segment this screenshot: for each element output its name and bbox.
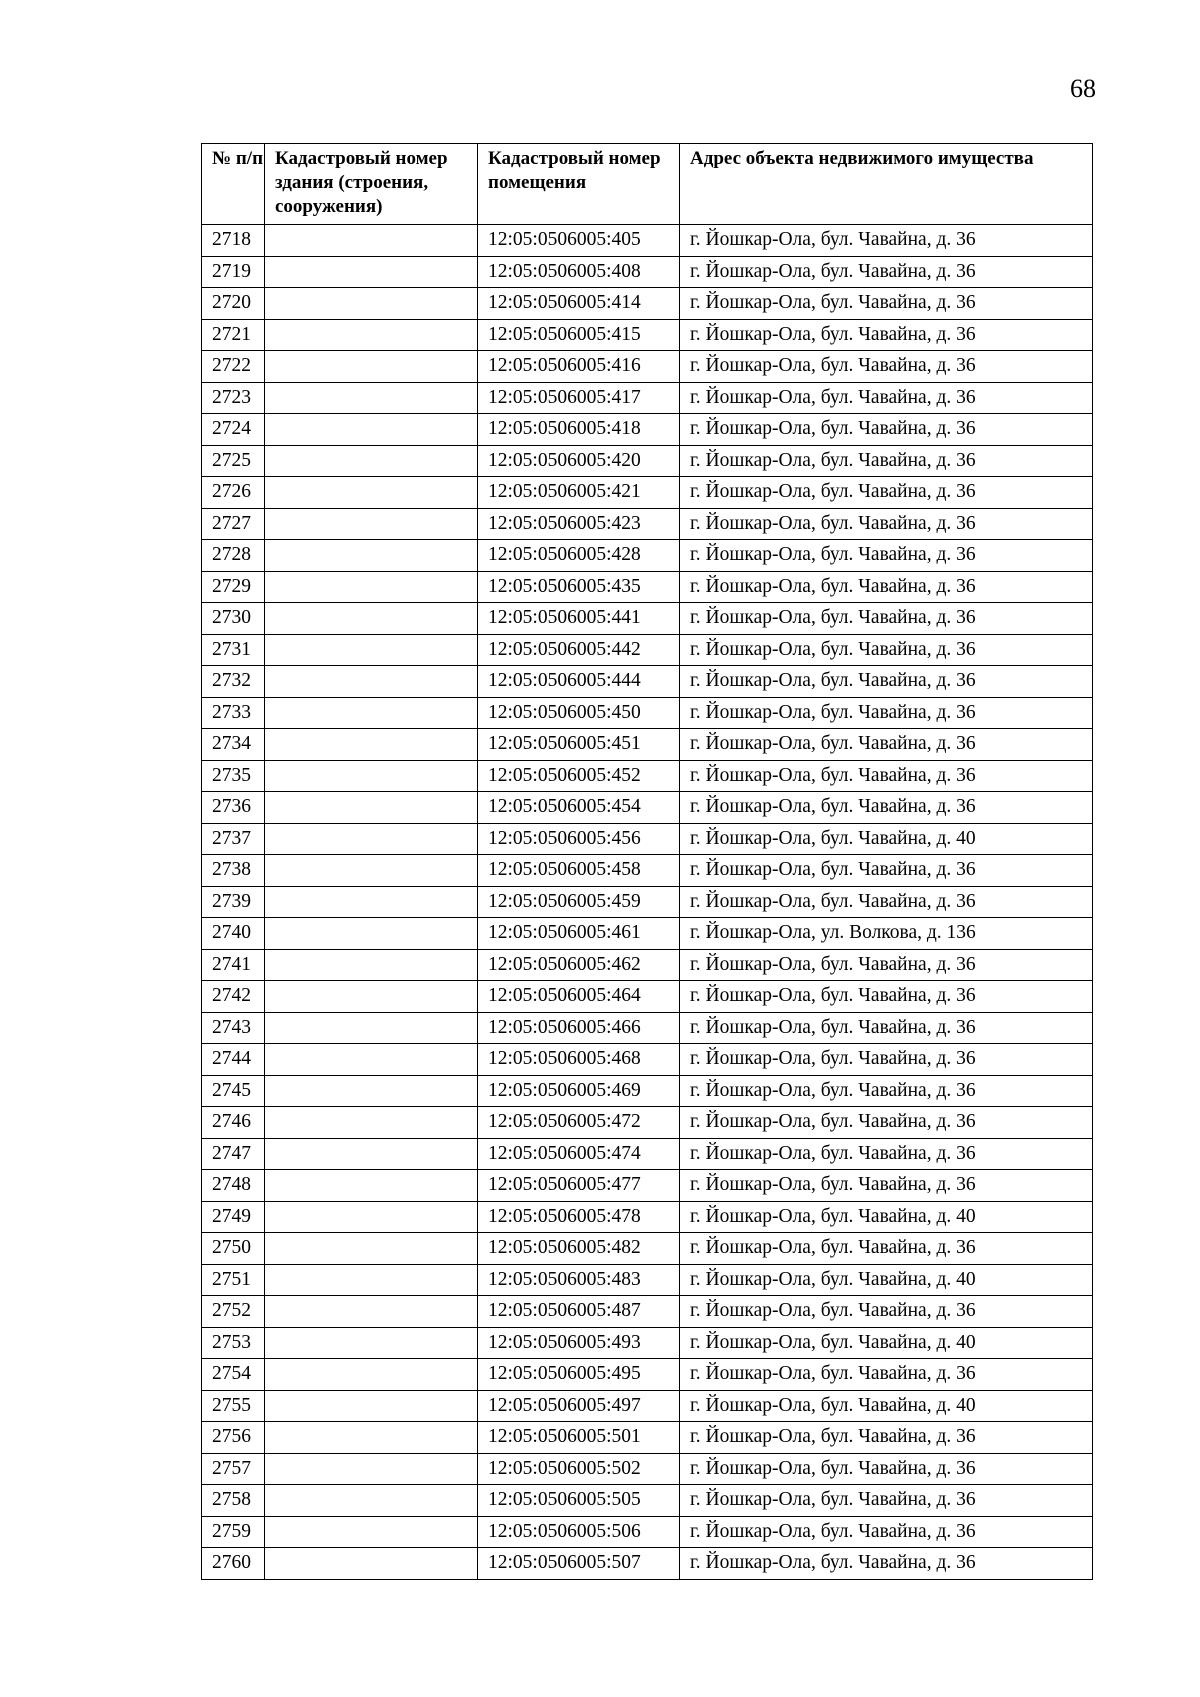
table-row bbox=[202, 1359, 1093, 1391]
premises-cadastral-cell: 12:05:0506005:416 bbox=[478, 351, 680, 383]
premises-cadastral-cell: 12:05:0506005:452 bbox=[478, 760, 680, 792]
row-number-cell: 2722 bbox=[202, 351, 265, 383]
address-cell: г. Йошкар-Ола, бул. Чавайна, д. 36 bbox=[680, 1138, 1093, 1170]
building-cadastral-cell bbox=[265, 981, 478, 1013]
row-number-cell: 2727 bbox=[202, 508, 265, 540]
premises-cadastral-cell: 12:05:0506005:459 bbox=[478, 886, 680, 918]
row-number-cell: 2750 bbox=[202, 1233, 265, 1265]
building-cadastral-cell bbox=[265, 729, 478, 761]
premises-cadastral-cell: 12:05:0506005:493 bbox=[478, 1327, 680, 1359]
address-cell: г. Йошкар-Ола, бул. Чавайна, д. 40 bbox=[680, 1327, 1093, 1359]
address-cell: г. Йошкар-Ола, бул. Чавайна, д. 36 bbox=[680, 540, 1093, 572]
row-number-cell: 2755 bbox=[202, 1390, 265, 1422]
building-cadastral-cell bbox=[265, 1390, 478, 1422]
row-number-cell: 2720 bbox=[202, 288, 265, 320]
row-number-cell: 2735 bbox=[202, 760, 265, 792]
building-cadastral-cell bbox=[265, 918, 478, 950]
address-cell: г. Йошкар-Ола, бул. Чавайна, д. 40 bbox=[680, 1390, 1093, 1422]
premises-cadastral-cell: 12:05:0506005:482 bbox=[478, 1233, 680, 1265]
building-cadastral-cell bbox=[265, 1516, 478, 1548]
table-row bbox=[202, 1264, 1093, 1296]
building-cadastral-cell bbox=[265, 855, 478, 887]
premises-cadastral-cell: 12:05:0506005:505 bbox=[478, 1485, 680, 1517]
premises-cadastral-cell: 12:05:0506005:462 bbox=[478, 949, 680, 981]
table-row bbox=[202, 256, 1093, 288]
premises-cadastral-cell: 12:05:0506005:423 bbox=[478, 508, 680, 540]
building-cadastral-cell bbox=[265, 1012, 478, 1044]
table-row bbox=[202, 886, 1093, 918]
building-cadastral-cell bbox=[265, 1422, 478, 1454]
building-cadastral-cell bbox=[265, 319, 478, 351]
premises-cadastral-cell: 12:05:0506005:472 bbox=[478, 1107, 680, 1139]
premises-cadastral-cell: 12:05:0506005:458 bbox=[478, 855, 680, 887]
table-row bbox=[202, 1485, 1093, 1517]
row-number-cell: 2739 bbox=[202, 886, 265, 918]
address-cell: г. Йошкар-Ола, бул. Чавайна, д. 36 bbox=[680, 477, 1093, 509]
building-cadastral-cell bbox=[265, 1233, 478, 1265]
building-cadastral-cell bbox=[265, 760, 478, 792]
premises-cadastral-cell: 12:05:0506005:507 bbox=[478, 1548, 680, 1580]
row-number-cell: 2737 bbox=[202, 823, 265, 855]
address-cell: г. Йошкар-Ола, бул. Чавайна, д. 36 bbox=[680, 603, 1093, 635]
row-number-cell: 2752 bbox=[202, 1296, 265, 1328]
address-cell: г. Йошкар-Ола, бул. Чавайна, д. 36 bbox=[680, 1296, 1093, 1328]
table-row bbox=[202, 1390, 1093, 1422]
premises-cadastral-cell: 12:05:0506005:468 bbox=[478, 1044, 680, 1076]
address-cell: г. Йошкар-Ола, бул. Чавайна, д. 36 bbox=[680, 508, 1093, 540]
building-cadastral-cell bbox=[265, 225, 478, 257]
premises-cadastral-cell: 12:05:0506005:502 bbox=[478, 1453, 680, 1485]
table-row bbox=[202, 319, 1093, 351]
premises-cadastral-cell: 12:05:0506005:474 bbox=[478, 1138, 680, 1170]
address-cell: г. Йошкар-Ола, бул. Чавайна, д. 36 bbox=[680, 1233, 1093, 1265]
row-number-cell: 2725 bbox=[202, 445, 265, 477]
building-cadastral-cell bbox=[265, 666, 478, 698]
address-cell: г. Йошкар-Ола, бул. Чавайна, д. 36 bbox=[680, 1359, 1093, 1391]
property-registry-table bbox=[201, 143, 1093, 1580]
row-number-cell: 2741 bbox=[202, 949, 265, 981]
table-row bbox=[202, 571, 1093, 603]
building-cadastral-cell bbox=[265, 1138, 478, 1170]
address-cell: г. Йошкар-Ола, бул. Чавайна, д. 36 bbox=[680, 414, 1093, 446]
row-number-cell: 2724 bbox=[202, 414, 265, 446]
table-row bbox=[202, 1516, 1093, 1548]
address-cell: г. Йошкар-Ола, бул. Чавайна, д. 36 bbox=[680, 1075, 1093, 1107]
building-cadastral-cell bbox=[265, 1044, 478, 1076]
premises-cadastral-cell: 12:05:0506005:435 bbox=[478, 571, 680, 603]
premises-cadastral-cell: 12:05:0506005:418 bbox=[478, 414, 680, 446]
row-number-cell: 2746 bbox=[202, 1107, 265, 1139]
page-number: 68 bbox=[1070, 74, 1096, 103]
header-number: № п/п bbox=[202, 144, 265, 225]
building-cadastral-cell bbox=[265, 792, 478, 824]
premises-cadastral-cell: 12:05:0506005:450 bbox=[478, 697, 680, 729]
premises-cadastral-cell: 12:05:0506005:478 bbox=[478, 1201, 680, 1233]
row-number-cell: 2754 bbox=[202, 1359, 265, 1391]
table-row bbox=[202, 1075, 1093, 1107]
building-cadastral-cell bbox=[265, 697, 478, 729]
address-cell: г. Йошкар-Ола, бул. Чавайна, д. 36 bbox=[680, 1012, 1093, 1044]
address-cell: г. Йошкар-Ола, бул. Чавайна, д. 36 bbox=[680, 1422, 1093, 1454]
address-cell: г. Йошкар-Ола, бул. Чавайна, д. 36 bbox=[680, 634, 1093, 666]
table-row bbox=[202, 477, 1093, 509]
row-number-cell: 2730 bbox=[202, 603, 265, 635]
building-cadastral-cell bbox=[265, 603, 478, 635]
building-cadastral-cell bbox=[265, 1201, 478, 1233]
building-cadastral-cell bbox=[265, 477, 478, 509]
table-row bbox=[202, 634, 1093, 666]
building-cadastral-cell bbox=[265, 288, 478, 320]
premises-cadastral-cell: 12:05:0506005:456 bbox=[478, 823, 680, 855]
table-row bbox=[202, 1201, 1093, 1233]
row-number-cell: 2721 bbox=[202, 319, 265, 351]
address-cell: г. Йошкар-Ола, бул. Чавайна, д. 36 bbox=[680, 886, 1093, 918]
table-row bbox=[202, 1044, 1093, 1076]
address-cell: г. Йошкар-Ола, бул. Чавайна, д. 36 bbox=[680, 1107, 1093, 1139]
address-cell: г. Йошкар-Ола, бул. Чавайна, д. 36 bbox=[680, 571, 1093, 603]
premises-cadastral-cell: 12:05:0506005:506 bbox=[478, 1516, 680, 1548]
premises-cadastral-cell: 12:05:0506005:441 bbox=[478, 603, 680, 635]
table-row bbox=[202, 1327, 1093, 1359]
address-cell: г. Йошкар-Ола, бул. Чавайна, д. 36 bbox=[680, 445, 1093, 477]
row-number-cell: 2718 bbox=[202, 225, 265, 257]
premises-cadastral-cell: 12:05:0506005:408 bbox=[478, 256, 680, 288]
row-number-cell: 2747 bbox=[202, 1138, 265, 1170]
row-number-cell: 2748 bbox=[202, 1170, 265, 1202]
building-cadastral-cell bbox=[265, 1264, 478, 1296]
premises-cadastral-cell: 12:05:0506005:477 bbox=[478, 1170, 680, 1202]
table-row bbox=[202, 1170, 1093, 1202]
table-row bbox=[202, 949, 1093, 981]
address-cell: г. Йошкар-Ола, бул. Чавайна, д. 40 bbox=[680, 823, 1093, 855]
address-cell: г. Йошкар-Ола, бул. Чавайна, д. 36 bbox=[680, 1485, 1093, 1517]
premises-cadastral-cell: 12:05:0506005:461 bbox=[478, 918, 680, 950]
building-cadastral-cell bbox=[265, 1107, 478, 1139]
building-cadastral-cell bbox=[265, 445, 478, 477]
header-building-cadastral: Кадастровый номер здания (строения, сооружения) bbox=[265, 144, 478, 225]
table-row bbox=[202, 508, 1093, 540]
building-cadastral-cell bbox=[265, 540, 478, 572]
table-row bbox=[202, 351, 1093, 383]
premises-cadastral-cell: 12:05:0506005:421 bbox=[478, 477, 680, 509]
row-number-cell: 2751 bbox=[202, 1264, 265, 1296]
row-number-cell: 2743 bbox=[202, 1012, 265, 1044]
building-cadastral-cell bbox=[265, 382, 478, 414]
premises-cadastral-cell: 12:05:0506005:487 bbox=[478, 1296, 680, 1328]
row-number-cell: 2732 bbox=[202, 666, 265, 698]
building-cadastral-cell bbox=[265, 571, 478, 603]
premises-cadastral-cell: 12:05:0506005:451 bbox=[478, 729, 680, 761]
row-number-cell: 2723 bbox=[202, 382, 265, 414]
row-number-cell: 2740 bbox=[202, 918, 265, 950]
address-cell: г. Йошкар-Ола, бул. Чавайна, д. 36 bbox=[680, 729, 1093, 761]
row-number-cell: 2719 bbox=[202, 256, 265, 288]
building-cadastral-cell bbox=[265, 949, 478, 981]
premises-cadastral-cell: 12:05:0506005:454 bbox=[478, 792, 680, 824]
table-row bbox=[202, 1138, 1093, 1170]
row-number-cell: 2736 bbox=[202, 792, 265, 824]
premises-cadastral-cell: 12:05:0506005:420 bbox=[478, 445, 680, 477]
address-cell: г. Йошкар-Ола, бул. Чавайна, д. 36 bbox=[680, 225, 1093, 257]
premises-cadastral-cell: 12:05:0506005:466 bbox=[478, 1012, 680, 1044]
premises-cadastral-cell: 12:05:0506005:417 bbox=[478, 382, 680, 414]
table-row bbox=[202, 1012, 1093, 1044]
address-cell: г. Йошкар-Ола, бул. Чавайна, д. 36 bbox=[680, 949, 1093, 981]
premises-cadastral-cell: 12:05:0506005:444 bbox=[478, 666, 680, 698]
building-cadastral-cell bbox=[265, 351, 478, 383]
address-cell: г. Йошкар-Ола, бул. Чавайна, д. 36 bbox=[680, 256, 1093, 288]
address-cell: г. Йошкар-Ола, бул. Чавайна, д. 36 bbox=[680, 1453, 1093, 1485]
table-row bbox=[202, 540, 1093, 572]
table-row bbox=[202, 1548, 1093, 1580]
table-row bbox=[202, 445, 1093, 477]
table-row bbox=[202, 603, 1093, 635]
premises-cadastral-cell: 12:05:0506005:414 bbox=[478, 288, 680, 320]
table-row bbox=[202, 225, 1093, 257]
premises-cadastral-cell: 12:05:0506005:415 bbox=[478, 319, 680, 351]
premises-cadastral-cell: 12:05:0506005:469 bbox=[478, 1075, 680, 1107]
header-address: Адрес объекта недвижимого имущества bbox=[680, 144, 1093, 225]
address-cell: г. Йошкар-Ола, бул. Чавайна, д. 36 bbox=[680, 981, 1093, 1013]
row-number-cell: 2729 bbox=[202, 571, 265, 603]
table-row bbox=[202, 288, 1093, 320]
address-cell: г. Йошкар-Ола, бул. Чавайна, д. 36 bbox=[680, 792, 1093, 824]
address-cell: г. Йошкар-Ола, бул. Чавайна, д. 40 bbox=[680, 1264, 1093, 1296]
table-row bbox=[202, 697, 1093, 729]
premises-cadastral-cell: 12:05:0506005:483 bbox=[478, 1264, 680, 1296]
row-number-cell: 2726 bbox=[202, 477, 265, 509]
address-cell: г. Йошкар-Ола, бул. Чавайна, д. 36 bbox=[680, 319, 1093, 351]
building-cadastral-cell bbox=[265, 1359, 478, 1391]
table-row bbox=[202, 855, 1093, 887]
premises-cadastral-cell: 12:05:0506005:428 bbox=[478, 540, 680, 572]
table-row bbox=[202, 918, 1093, 950]
address-cell: г. Йошкар-Ола, бул. Чавайна, д. 36 bbox=[680, 760, 1093, 792]
row-number-cell: 2757 bbox=[202, 1453, 265, 1485]
address-cell: г. Йошкар-Ола, бул. Чавайна, д. 36 bbox=[680, 382, 1093, 414]
address-cell: г. Йошкар-Ола, бул. Чавайна, д. 36 bbox=[680, 1170, 1093, 1202]
address-cell: г. Йошкар-Ола, бул. Чавайна, д. 36 bbox=[680, 1044, 1093, 1076]
table-row bbox=[202, 1422, 1093, 1454]
address-cell: г. Йошкар-Ола, бул. Чавайна, д. 36 bbox=[680, 288, 1093, 320]
building-cadastral-cell bbox=[265, 508, 478, 540]
building-cadastral-cell bbox=[265, 256, 478, 288]
table-row bbox=[202, 823, 1093, 855]
row-number-cell: 2745 bbox=[202, 1075, 265, 1107]
address-cell: г. Йошкар-Ола, бул. Чавайна, д. 36 bbox=[680, 1516, 1093, 1548]
premises-cadastral-cell: 12:05:0506005:497 bbox=[478, 1390, 680, 1422]
building-cadastral-cell bbox=[265, 1296, 478, 1328]
address-cell: г. Йошкар-Ола, бул. Чавайна, д. 36 bbox=[680, 1548, 1093, 1580]
building-cadastral-cell bbox=[265, 1485, 478, 1517]
row-number-cell: 2733 bbox=[202, 697, 265, 729]
row-number-cell: 2734 bbox=[202, 729, 265, 761]
building-cadastral-cell bbox=[265, 1170, 478, 1202]
premises-cadastral-cell: 12:05:0506005:501 bbox=[478, 1422, 680, 1454]
table-row bbox=[202, 1107, 1093, 1139]
table-body bbox=[202, 225, 1093, 1580]
row-number-cell: 2753 bbox=[202, 1327, 265, 1359]
row-number-cell: 2742 bbox=[202, 981, 265, 1013]
header-row bbox=[202, 144, 1093, 225]
premises-cadastral-cell: 12:05:0506005:464 bbox=[478, 981, 680, 1013]
premises-cadastral-cell: 12:05:0506005:495 bbox=[478, 1359, 680, 1391]
building-cadastral-cell bbox=[265, 1075, 478, 1107]
building-cadastral-cell bbox=[265, 634, 478, 666]
premises-cadastral-cell: 12:05:0506005:442 bbox=[478, 634, 680, 666]
table-row bbox=[202, 1296, 1093, 1328]
premises-cadastral-cell: 12:05:0506005:405 bbox=[478, 225, 680, 257]
row-number-cell: 2738 bbox=[202, 855, 265, 887]
address-cell: г. Йошкар-Ола, бул. Чавайна, д. 36 bbox=[680, 666, 1093, 698]
building-cadastral-cell bbox=[265, 823, 478, 855]
row-number-cell: 2728 bbox=[202, 540, 265, 572]
table-row bbox=[202, 1233, 1093, 1265]
table-row bbox=[202, 792, 1093, 824]
table-header bbox=[202, 144, 1093, 225]
building-cadastral-cell bbox=[265, 1548, 478, 1580]
address-cell: г. Йошкар-Ола, бул. Чавайна, д. 36 bbox=[680, 697, 1093, 729]
table-row bbox=[202, 666, 1093, 698]
row-number-cell: 2760 bbox=[202, 1548, 265, 1580]
row-number-cell: 2749 bbox=[202, 1201, 265, 1233]
table-row bbox=[202, 981, 1093, 1013]
table-row bbox=[202, 1453, 1093, 1485]
row-number-cell: 2731 bbox=[202, 634, 265, 666]
building-cadastral-cell bbox=[265, 886, 478, 918]
table-row bbox=[202, 382, 1093, 414]
row-number-cell: 2756 bbox=[202, 1422, 265, 1454]
building-cadastral-cell bbox=[265, 1453, 478, 1485]
table-row bbox=[202, 729, 1093, 761]
address-cell: г. Йошкар-Ола, бул. Чавайна, д. 36 bbox=[680, 351, 1093, 383]
header-premises-cadastral: Кадастровый номер помещения bbox=[478, 144, 680, 225]
row-number-cell: 2758 bbox=[202, 1485, 265, 1517]
address-cell: г. Йошкар-Ола, бул. Чавайна, д. 36 bbox=[680, 855, 1093, 887]
building-cadastral-cell bbox=[265, 414, 478, 446]
row-number-cell: 2744 bbox=[202, 1044, 265, 1076]
row-number-cell: 2759 bbox=[202, 1516, 265, 1548]
table-row bbox=[202, 760, 1093, 792]
table-row bbox=[202, 414, 1093, 446]
building-cadastral-cell bbox=[265, 1327, 478, 1359]
address-cell: г. Йошкар-Ола, бул. Чавайна, д. 40 bbox=[680, 1201, 1093, 1233]
address-cell: г. Йошкар-Ола, ул. Волкова, д. 136 bbox=[680, 918, 1093, 950]
